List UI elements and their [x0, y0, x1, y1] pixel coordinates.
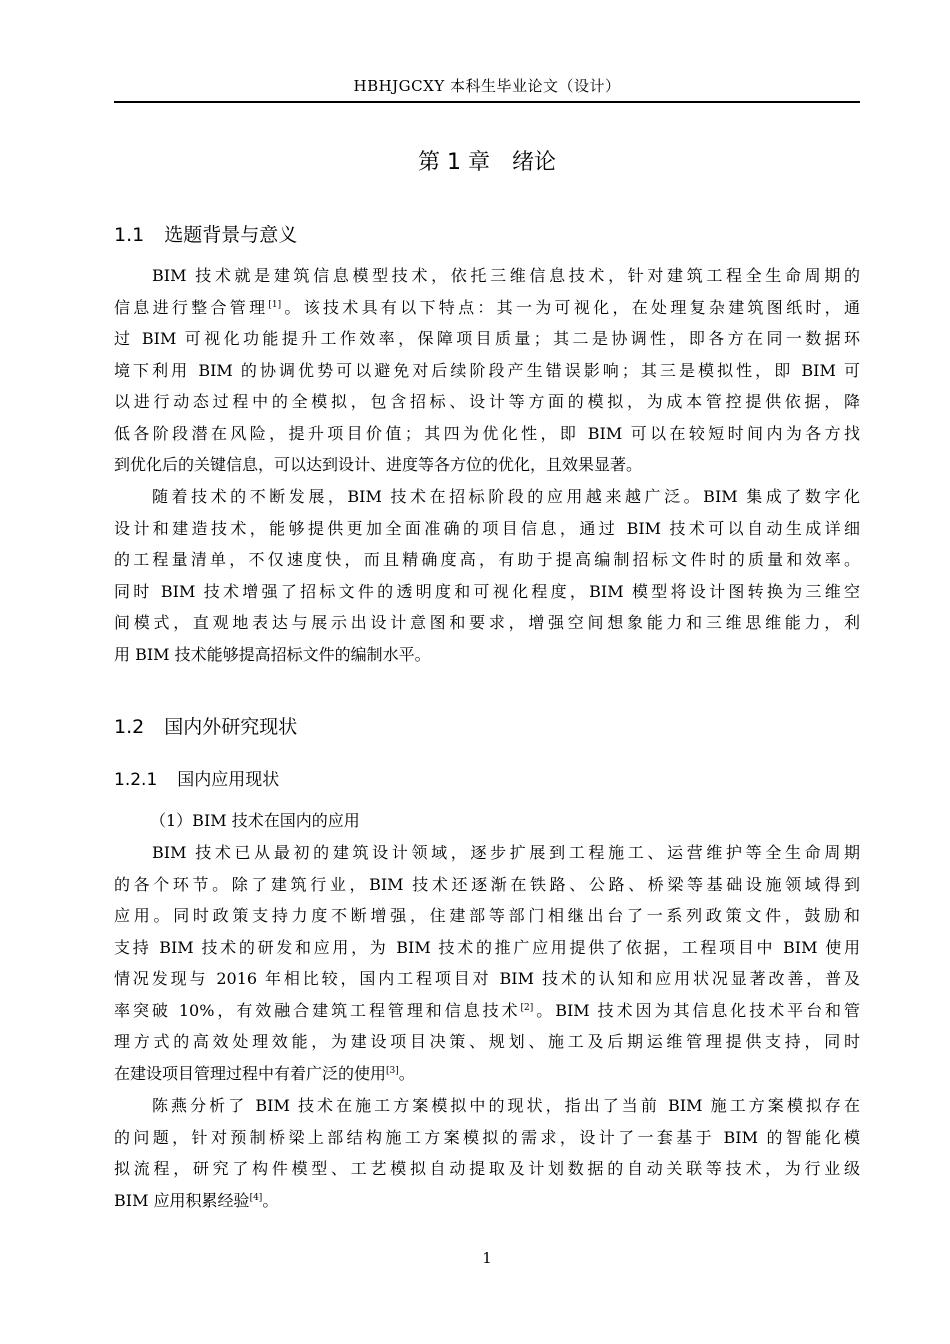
citation-ref: [2] — [520, 1002, 534, 1013]
text-line: 的各个环节。除了建筑行业，BIM 技术还逐渐在铁路、公路、桥梁等基础设施领域得到 — [114, 874, 860, 894]
text-line — [114, 1185, 860, 1217]
section-heading-1-1 — [114, 222, 297, 248]
text-segment: 信息进行整合管理 — [114, 297, 269, 317]
text-line: 到优化后的关键信息，可以达到设计、进度等各方位的优化，且效果显著。 — [114, 455, 643, 474]
text-line: 设计和建造技术，能够提供更加全面准确的项目信息，通过 BIM 技术可以自动生成详细 — [114, 518, 860, 538]
text-line: 境下利用 BIM 的协调优势可以避免对后续阶段产生错误影响；其三是模拟性，即 BIM 可 — [114, 360, 860, 380]
page-number: 1 — [482, 1249, 492, 1267]
text-line: 的工程量清单，不仅速度快，而且精确度高，有助于提高编制招标文件时的质量和效率。 — [114, 550, 860, 569]
section-heading-1-2-1 — [114, 767, 279, 793]
text-segment: BIM 应用积累经验 — [114, 1190, 250, 1210]
section-heading-1-2 — [114, 714, 297, 740]
text-line: 支持 BIM 技术的研发和应用，为 BIM 技术的推广应用提供了依据，工程项目中 BIM 使用 — [114, 937, 860, 957]
paragraph-chen-yan-study — [114, 1090, 860, 1216]
running-header: HBHJGCXY 本科生毕业论文（设计） — [353, 77, 621, 95]
paragraph-bim-bidding — [114, 481, 860, 670]
text-line: 过 BIM 可视化功能提升工作效率，保障项目质量；其二是协调性，即各方在同一数据环 — [114, 329, 860, 348]
text-line: BIM 技术已从最初的建筑设计领域，逐步扩展到工程施工、运营维护等全生命周期 — [152, 843, 860, 862]
text-line: 陈燕分析了 BIM 技术在施工方案模拟中的现状，指出了当前 BIM 施工方案模拟存在 — [152, 1096, 860, 1115]
citation-ref: [4] — [249, 1192, 263, 1203]
text-segment: 。 — [262, 1190, 279, 1210]
text-line: 低各阶段潜在风险，提升项目价值；其四为优化性，即 BIM 可以在较短时间内为各方找 — [114, 423, 860, 443]
text-line: 同时 BIM 技术增强了招标文件的透明度和可视化程度，BIM 模型将设计图转换为三维空 — [114, 581, 860, 601]
text-segment: 。BIM 技术因为其信息化技术平台和管 — [533, 1000, 860, 1020]
text-line: 情况发现与 2016 年相比较，国内工程项目对 BIM 技术的认知和应用状况显著改善，普及 — [114, 969, 860, 988]
header-rule — [114, 101, 860, 103]
section-number: 1.1 — [114, 224, 145, 246]
paragraph-bim-definition — [114, 260, 860, 481]
text-line — [114, 1058, 860, 1090]
text-line: 应用。同时政策支持力度不断增强，住建部等部门相继出台了一系列政策文件，鼓励和 — [114, 906, 860, 925]
text-line: 间模式，直观地表达与展示出设计意图和要求，增强空间想象能力和三维思维能力，利 — [114, 613, 860, 632]
text-line: 的问题，针对预制桥梁上部结构施工方案模拟的需求，设计了一套基于 BIM 的智能化模 — [114, 1127, 860, 1147]
paragraph-domestic-application — [114, 837, 860, 1089]
citation-ref: [3] — [386, 1065, 399, 1076]
section-title: 国内外研究现状 — [164, 716, 298, 738]
subsection-label: （1）BIM 技术在国内的应用 — [150, 811, 360, 830]
section-number: 1.2.1 — [114, 770, 158, 790]
text-line — [114, 995, 860, 1027]
text-line: 以进行动态过程中的全模拟，包含招标、设计等方面的模拟，为成本管控提供依据，降 — [114, 392, 860, 411]
text-segment: 。该技术具有以下特点：其一为可视化，在处理复杂建筑图纸时，通 — [281, 297, 860, 317]
text-line: BIM 技术就是建筑信息模型技术，依托三维信息技术，针对建筑工程全生命周期的 — [152, 266, 860, 285]
section-title: 选题背景与意义 — [164, 224, 298, 246]
text-line: 理方式的高效处理效能，为建设项目决策、规划、施工及后期运维管理提供支持，同时 — [114, 1032, 860, 1051]
section-number: 1.2 — [114, 716, 145, 738]
citation-ref: [1] — [268, 299, 282, 310]
text-line: 用 BIM 技术能够提高招标文件的编制水平。 — [114, 644, 431, 664]
section-title: 国内应用现状 — [177, 770, 280, 790]
text-segment: 。 — [398, 1063, 415, 1083]
chapter-title: 第 1 章 绪论 — [418, 150, 556, 175]
text-line: 随着技术的不断发展，BIM 技术在招标阶段的应用越来越广泛。BIM 集成了数字化 — [152, 487, 860, 506]
text-line — [114, 292, 860, 324]
text-segment: 在建设项目管理过程中有着广泛的使用 — [114, 1063, 387, 1083]
text-segment: 率突破 10%，有效融合建筑工程管理和信息技术 — [114, 1000, 521, 1020]
text-line: 拟流程，研究了构件模型、工艺模拟自动提取及计划数据的自动关联等技术，为行业级 — [114, 1159, 860, 1178]
